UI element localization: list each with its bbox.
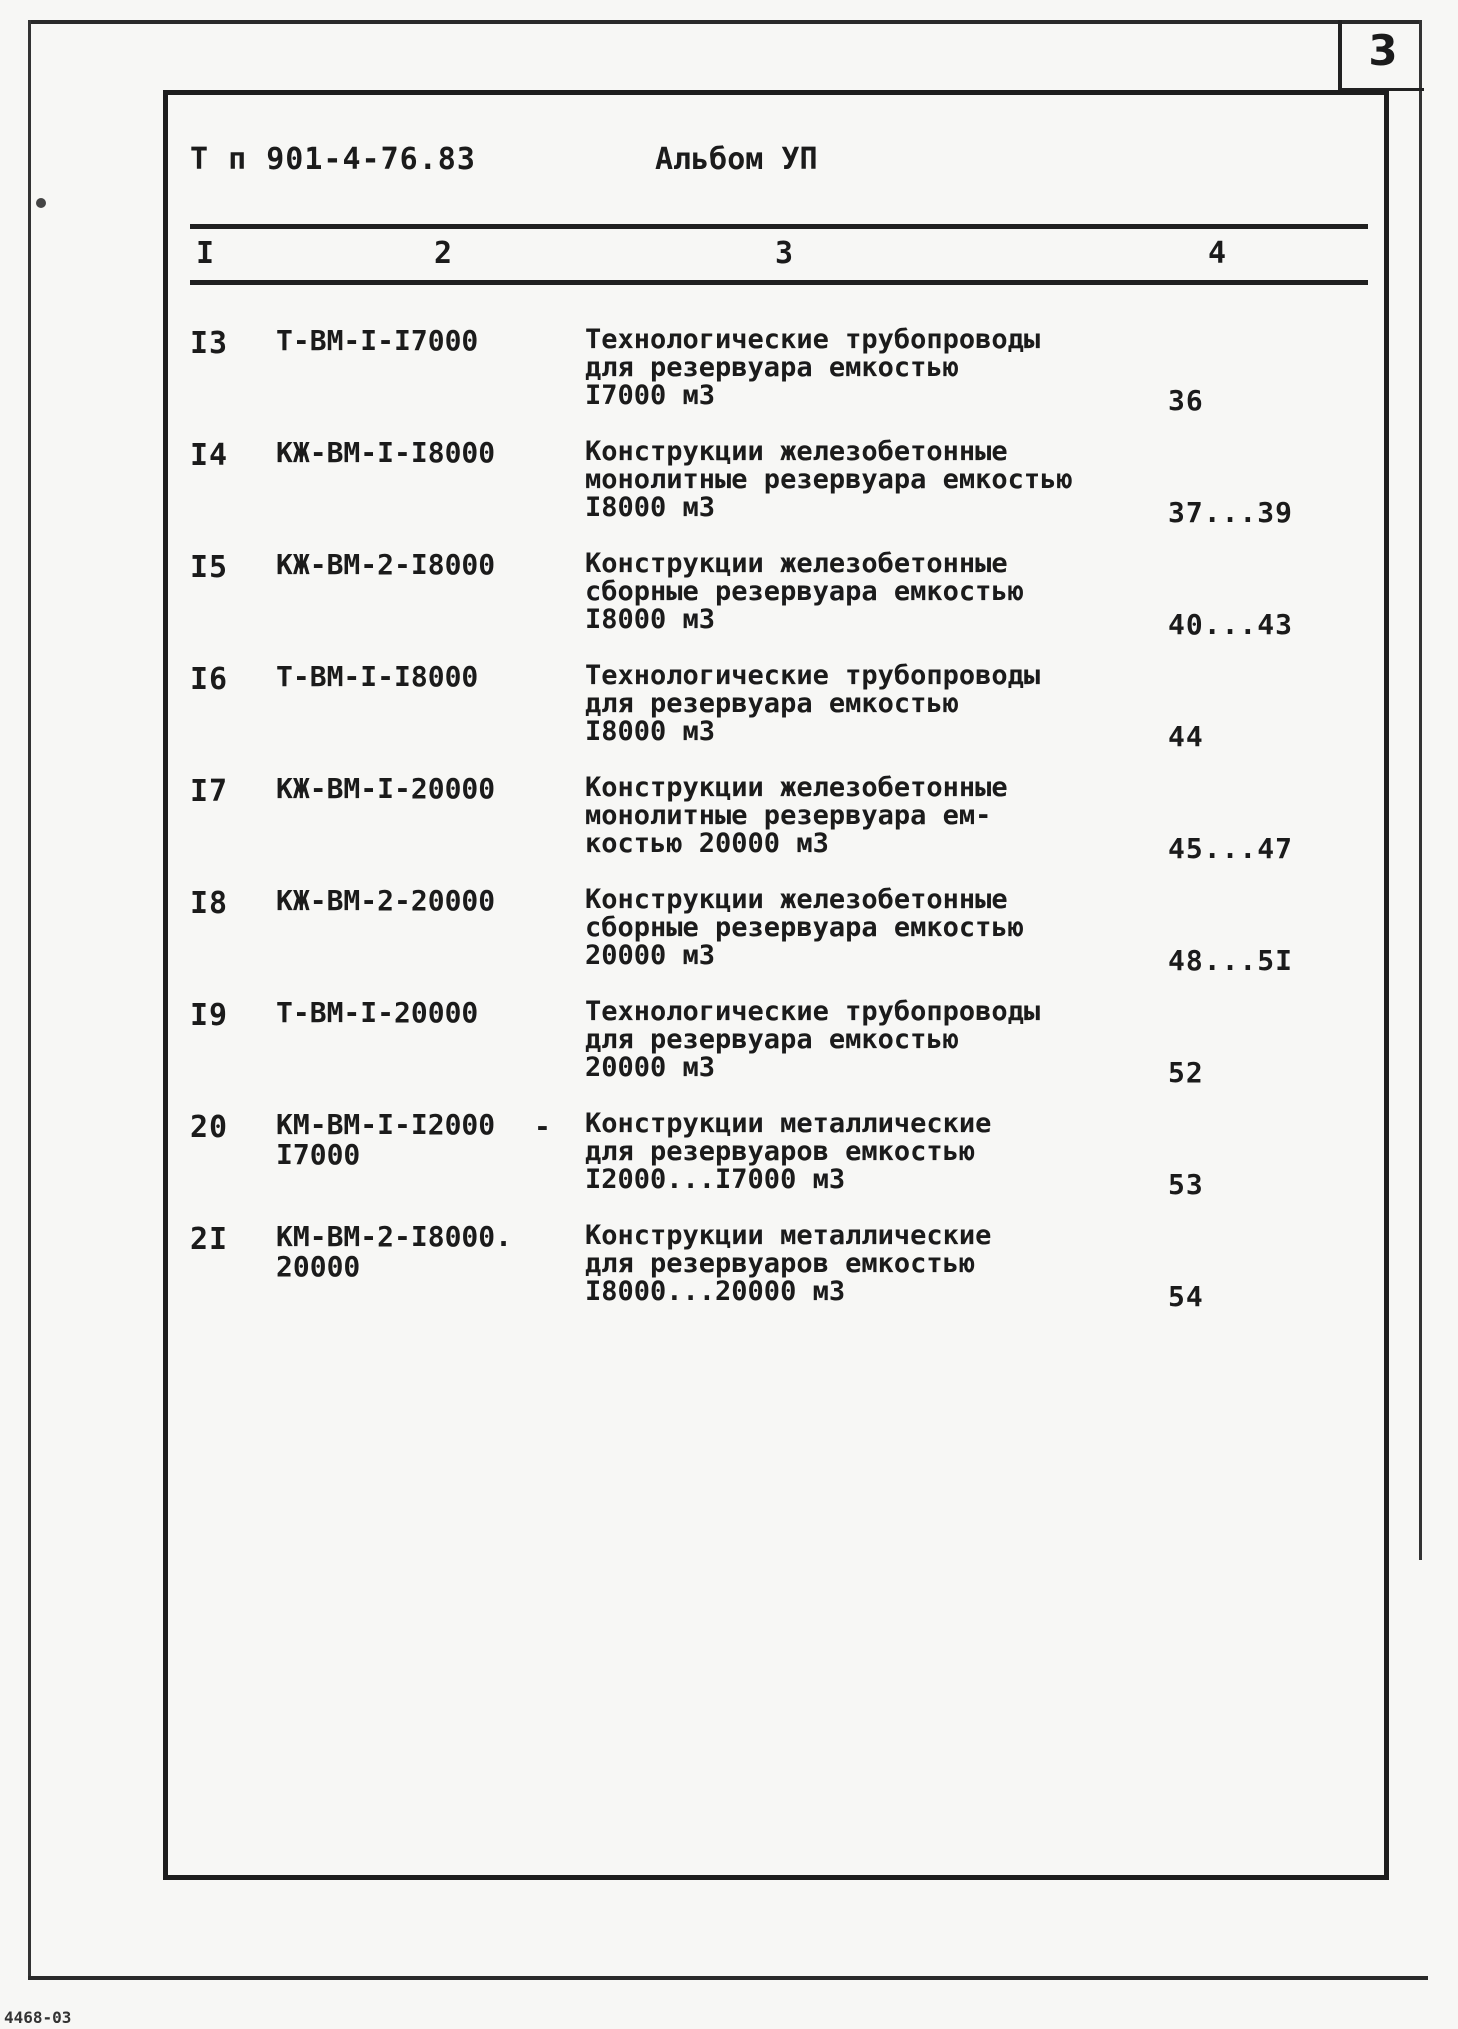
- row-designation: КЖ-ВМ-I-20000: [276, 772, 496, 805]
- table-row: [0, 998, 1458, 1108]
- row-description: [585, 326, 1105, 410]
- row-description: [585, 1110, 1105, 1194]
- row-sheet-pages: 44: [1168, 720, 1204, 753]
- archive-stamp: 4468-03: [4, 2008, 72, 2027]
- sheet-number: 3: [1368, 26, 1398, 75]
- row-description: [585, 886, 1105, 970]
- table-row: [0, 550, 1458, 660]
- row-designation: КМ-ВМ-2-I8000. 20000: [276, 1220, 513, 1283]
- row-description-line: для резервуаров емкостью: [585, 1136, 976, 1167]
- row-description-line: 20000 м3: [585, 1052, 716, 1083]
- row-description-line: для резервуара емкостью: [585, 688, 959, 719]
- table-row: [0, 662, 1458, 772]
- row-description-line: Конструкции железобетонные: [585, 884, 1008, 915]
- document-code: Т п 901-4-76.83: [190, 142, 476, 177]
- row-designation: Т-ВМ-I-I7000: [276, 324, 479, 357]
- row-number: 2I: [190, 1222, 229, 1257]
- table-row: [0, 886, 1458, 996]
- row-sheet-pages: 54: [1168, 1280, 1204, 1313]
- row-description: [585, 438, 1105, 522]
- row-designation: Т-ВМ-I-20000: [276, 996, 479, 1029]
- table-row: [0, 1110, 1458, 1220]
- row-description-line: сборные резервуара емкостью: [585, 576, 1024, 607]
- row-designation: КМ-ВМ-I-I2000 I7000: [276, 1108, 496, 1171]
- row-description-line: Конструкции железобетонные: [585, 548, 1008, 579]
- table-row: [0, 326, 1458, 436]
- row-sheet-pages: 48...5I: [1168, 944, 1294, 977]
- row-description: [585, 662, 1105, 746]
- row-number: I9: [190, 998, 229, 1033]
- row-description-line: I2000...I7000 м3: [585, 1164, 846, 1195]
- table-row: [0, 438, 1458, 548]
- column-number-4: 4: [1208, 236, 1227, 271]
- scan-speck: [36, 198, 46, 208]
- sheet-number-box: [1338, 20, 1424, 91]
- row-description-line: Конструкции железобетонные: [585, 772, 1008, 803]
- row-sheet-pages: 52: [1168, 1056, 1204, 1089]
- row-description-line: для резервуаров емкостью: [585, 1248, 976, 1279]
- header-rule-bottom: [190, 280, 1368, 285]
- row-description-line: I8000 м3: [585, 492, 716, 523]
- row-number: I6: [190, 662, 229, 697]
- column-number-2: 2: [434, 236, 453, 271]
- row-description-line: I7000 м3: [585, 380, 716, 411]
- row-designation: КЖ-ВМ-I-I8000: [276, 436, 496, 469]
- row-description-line: Конструкции железобетонные: [585, 436, 1008, 467]
- row-description-line: I8000 м3: [585, 716, 716, 747]
- row-dash-mark: -: [534, 1110, 551, 1143]
- row-description: [585, 1222, 1105, 1306]
- outer-frame-bottom: [28, 1976, 1428, 1980]
- row-description-line: Конструкции металлические: [585, 1108, 992, 1139]
- row-description-line: для резервуара емкостью: [585, 352, 959, 383]
- album-title: Альбом УП: [655, 142, 818, 177]
- row-description-line: сборные резервуара емкостью: [585, 912, 1024, 943]
- row-description: [585, 774, 1105, 858]
- row-description-line: I8000...20000 м3: [585, 1276, 846, 1307]
- row-description-line: 20000 м3: [585, 940, 716, 971]
- table-row: [0, 1222, 1458, 1332]
- row-description-line: для резервуара емкостью: [585, 1024, 959, 1055]
- row-description-line: монолитные резервуара ем-: [585, 800, 992, 831]
- table-row: [0, 774, 1458, 884]
- header-rule-top: [190, 224, 1368, 229]
- column-number-3: 3: [775, 236, 794, 271]
- row-number: I7: [190, 774, 229, 809]
- row-description: [585, 998, 1105, 1082]
- row-description-line: I8000 м3: [585, 604, 716, 635]
- row-number: I5: [190, 550, 229, 585]
- row-sheet-pages: 40...43: [1168, 608, 1294, 641]
- row-sheet-pages: 36: [1168, 384, 1204, 417]
- row-designation: Т-ВМ-I-I8000: [276, 660, 479, 693]
- outer-frame-top: [30, 20, 1420, 24]
- row-description-line: Технологические трубопроводы: [585, 660, 1041, 691]
- row-sheet-pages: 37...39: [1168, 496, 1294, 529]
- row-description-line: монолитные резервуара емкостью: [585, 464, 1073, 495]
- row-number: I3: [190, 326, 229, 361]
- column-number-1: I: [196, 236, 215, 271]
- row-number: I8: [190, 886, 229, 921]
- row-designation: КЖ-ВМ-2-I8000: [276, 548, 496, 581]
- row-number: 20: [190, 1110, 229, 1145]
- row-designation: КЖ-ВМ-2-20000: [276, 884, 496, 917]
- row-description-line: Конструкции металлические: [585, 1220, 992, 1251]
- row-number: I4: [190, 438, 229, 473]
- row-sheet-pages: 45...47: [1168, 832, 1294, 865]
- row-description-line: Технологические трубопроводы: [585, 996, 1041, 1027]
- row-description-line: Технологические трубопроводы: [585, 324, 1041, 355]
- row-description: [585, 550, 1105, 634]
- row-description-line: костью 20000 м3: [585, 828, 829, 859]
- row-sheet-pages: 53: [1168, 1168, 1204, 1201]
